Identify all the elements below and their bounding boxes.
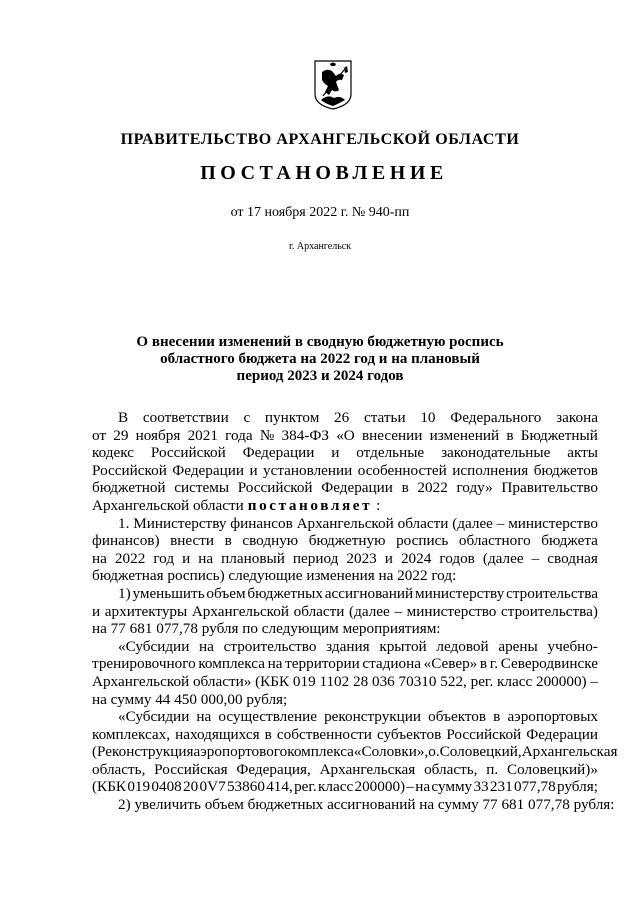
body-line: на 77 681 077,78 рубля по следующим мероприятиям:: [92, 620, 441, 638]
body-line: Российской Федерации и установлении особенностей исполнения бюджетов: [92, 461, 598, 479]
body-line: бюджетная роспись) следующие изменения на 2022 год:: [92, 567, 457, 585]
body-text: :: [376, 496, 381, 514]
city: г. Архангельск: [288, 241, 352, 252]
document-type: ПОСТАНОВЛЕНИЕ: [200, 162, 448, 184]
body-line: (КБК 019 0408 20 0V7 53860 414, рег. класс 200000) – на сумму 33 231 077,78 рубля;: [92, 778, 598, 796]
title-line: период 2023 и 2024 годов: [236, 368, 404, 384]
document-body: [92, 409, 618, 814]
body-line: на сумму 44 450 000,00 рубля;: [92, 690, 288, 708]
body-line: «Субсидии на осуществление реконструкции объектов в аэропортовых: [118, 708, 598, 726]
body-line: на 2022 год и на плановый период 2023 и 2024 годов (далее – сводная: [92, 549, 598, 567]
resolution-word: постановляет: [247, 496, 373, 514]
body-line: В соответствии с пунктом 26 статьи 10 Федерального закона: [118, 409, 598, 426]
body-line: от 29 ноября 2021 года № 384-ФЗ «О внесении изменений в Бюджетный: [92, 426, 598, 444]
body-line: область, Российская Федерация, Архангельская область, п. Соловецкий)»: [92, 760, 598, 778]
title-line: областного бюджета на 2022 год и на плановый: [160, 351, 480, 367]
date-and-number: от 17 ноября 2022 г. № 940-пп: [230, 205, 410, 220]
coat-of-arms-icon: [314, 60, 352, 110]
body-line: комплексах, находящихся в собственности субъектов Российской Федерации: [92, 725, 598, 743]
body-line: 2) увеличить объем бюджетных ассигнований на сумму 77 681 077,78 рубля:: [118, 796, 615, 814]
body-line: (Реконструкция аэропортового комплекса «Соловки», о. Соловецкий, Архангельская: [92, 743, 618, 761]
body-line: финансов) внести в сводную бюджетную роспись областного бюджета: [92, 532, 598, 550]
document-title: [0, 334, 640, 385]
body-line: 1) уменьшить объем бюджетных ассигнований министерству строительства: [118, 584, 598, 602]
body-line: кодекс Российской Федерации и отдельные законодательные акты: [92, 444, 598, 462]
body-line: бюджетной системы Российской Федерации в 2022 году» Правительство: [92, 479, 598, 497]
body-line: [92, 497, 598, 515]
government-name: ПРАВИТЕЛЬСТВО АРХАНГЕЛЬСКОЙ ОБЛАСТИ: [120, 131, 520, 148]
body-line: и архитектуры Архангельской области (далее – министерство строительства): [92, 602, 598, 620]
body-line: 1. Министерству финансов Архангельской области (далее – министерство: [118, 514, 598, 532]
body-line: «Субсидии на строительство здания крытой ледовой арены учебно-: [118, 637, 598, 655]
title-line: О внесении изменений в сводную бюджетную роспись: [136, 334, 504, 350]
body-line: тренировочного комплекса на территории стадиона «Север» в г. Северодвинске: [92, 655, 598, 673]
body-text: Архангельской области: [92, 496, 244, 514]
body-line: Архангельской области» (КБК 019 1102 28 036 70310 522, рег. класс 200000) –: [92, 672, 598, 690]
